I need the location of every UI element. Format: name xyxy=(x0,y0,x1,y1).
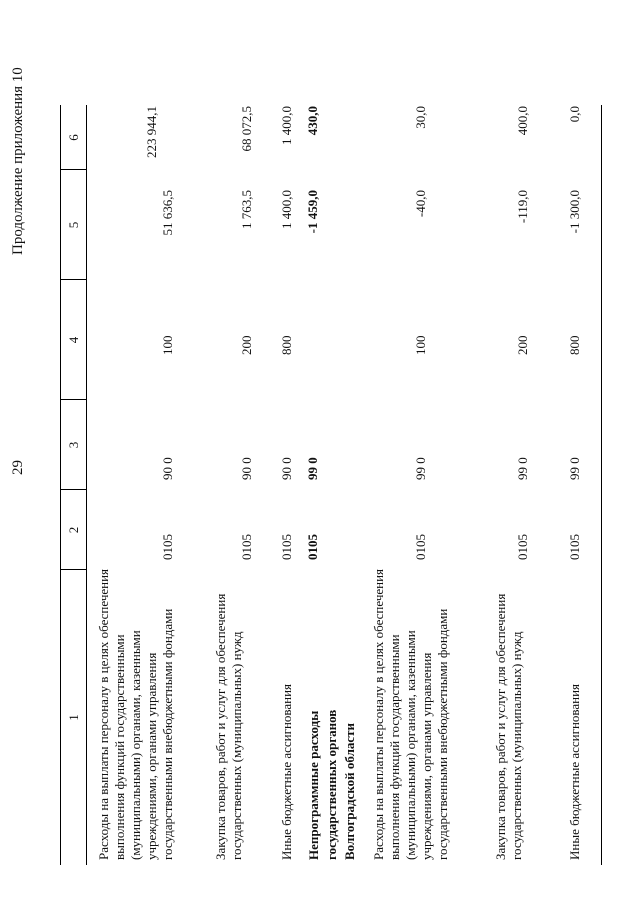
row-expense-type: 200 xyxy=(239,335,254,355)
row-total-amount: 1 400,0 xyxy=(279,106,294,145)
row-description: Закупка товаров, работ и услуг для обеспечения государственных (муниципальных) нужд xyxy=(493,593,524,860)
row-expense-type: 800 xyxy=(567,335,582,355)
row-description: Расходы на выплаты персоналу в целях обеспечения выполнения функций государственными (муниципальными) органами, казенными учреждениями, органами управления государственными внебюджетными фондами xyxy=(371,568,450,860)
row-description: Иные бюджетные ассигнования xyxy=(279,683,294,860)
col-header-5: 5 xyxy=(61,170,87,280)
row-section-code: 0105 xyxy=(239,534,254,560)
row-description: Непрограммные расходы государственных органов Волгоградской области xyxy=(306,709,357,860)
column-divider xyxy=(61,399,87,400)
row-total-amount: 0,0 xyxy=(567,106,582,123)
row-description: Расходы на выплаты персоналу в целях обеспечения выполнения функций государственными (муниципальными) органами, казенными учреждениями, органами управления государственными внебюджетными фондами xyxy=(96,568,175,860)
row-change-amount: -1 300,0 xyxy=(567,190,582,234)
row-total-amount: 430,0 xyxy=(305,106,320,136)
row-total-amount: 30,0 xyxy=(413,106,428,129)
column-divider xyxy=(61,169,87,170)
row-total-amount: 400,0 xyxy=(515,106,530,136)
row-expense-type: 200 xyxy=(515,335,530,355)
row-program-code: 99 0 xyxy=(305,457,320,480)
row-expense-type: 100 xyxy=(160,335,175,355)
column-divider xyxy=(61,489,87,490)
row-program-code: 90 0 xyxy=(239,457,254,480)
column-divider xyxy=(61,569,87,570)
row-section-code: 0105 xyxy=(279,534,294,560)
col-header-2: 2 xyxy=(61,490,87,570)
row-section-code: 0105 xyxy=(305,534,320,560)
budget-table xyxy=(60,105,602,865)
row-section-code: 0105 xyxy=(160,534,175,560)
row-section-code: 0105 xyxy=(413,534,428,560)
row-section-code: 0105 xyxy=(515,534,530,560)
row-program-code: 90 0 xyxy=(279,457,294,480)
row-change-amount: -1 459,0 xyxy=(305,190,320,234)
row-description: Иные бюджетные ассигнования xyxy=(567,683,582,860)
row-program-code: 99 0 xyxy=(567,457,582,480)
row-total-amount: 223 944,1 xyxy=(144,106,159,158)
row-change-amount: 51 636,5 xyxy=(160,190,175,236)
row-description: Закупка товаров, работ и услуг для обеспечения государственных (муниципальных) нужд xyxy=(213,593,244,860)
col-header-6: 6 xyxy=(61,105,87,170)
col-header-4: 4 xyxy=(61,280,87,400)
row-program-code: 99 0 xyxy=(515,457,530,480)
row-program-code: 99 0 xyxy=(413,457,428,480)
row-program-code: 90 0 xyxy=(160,457,175,480)
row-change-amount: -40,0 xyxy=(413,190,428,218)
row-expense-type: 100 xyxy=(413,335,428,355)
row-change-amount: 1 763,5 xyxy=(239,190,254,229)
row-expense-type: 800 xyxy=(279,335,294,355)
row-total-amount: 68 072,5 xyxy=(239,106,254,152)
col-header-3: 3 xyxy=(61,400,87,490)
col-header-1: 1 xyxy=(61,570,87,865)
column-divider xyxy=(61,279,87,280)
row-change-amount: -119,0 xyxy=(515,190,530,224)
row-change-amount: 1 400,0 xyxy=(279,190,294,229)
continuation-title: Продолжение приложения 10 xyxy=(10,67,26,255)
page-number: 29 xyxy=(10,460,26,475)
row-section-code: 0105 xyxy=(567,534,582,560)
